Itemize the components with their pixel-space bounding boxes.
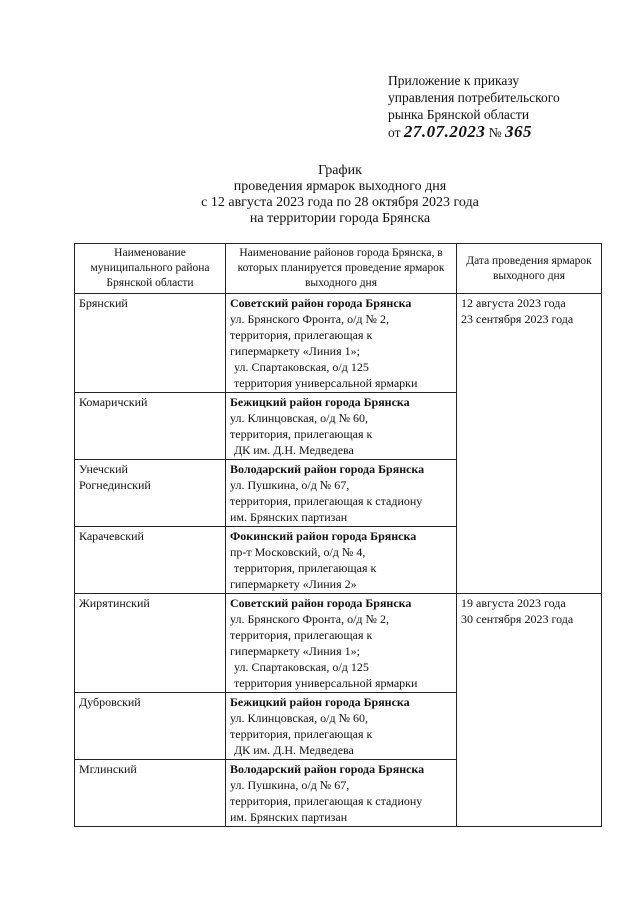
address-line: гипермаркету «Линия 1»;	[230, 344, 360, 358]
district-cell	[226, 594, 457, 693]
district-name: Володарский район города Брянска	[230, 762, 425, 776]
date-prefix: от	[388, 125, 401, 140]
dates-cell	[457, 294, 602, 594]
district-cell	[226, 527, 457, 594]
district-cell	[226, 393, 457, 460]
municipal-name: Рогнединский	[79, 478, 151, 492]
address-line: ул. Спартаковская, о/д 125	[234, 660, 369, 674]
address-line: ул. Пушкина, о/д № 67,	[230, 778, 350, 792]
municipal-cell: Мглинский	[75, 760, 226, 827]
district-cell	[226, 693, 457, 760]
address-line: территория, прилегающая к	[230, 628, 373, 642]
schedule-table	[74, 243, 602, 827]
table-header-row	[75, 244, 602, 294]
municipal-cell: Комаричский	[75, 393, 226, 460]
header-municipal: Наименование муниципального района Брянской области	[75, 244, 226, 294]
header-dates: Дата проведения ярмарок выходного дня	[457, 244, 602, 294]
address-line: территория универсальной ярмарки	[234, 376, 418, 390]
table-row	[75, 594, 602, 693]
address-line: ул. Клинцовская, о/д № 60,	[230, 411, 369, 425]
address-line: территория, прилегающая к	[230, 727, 373, 741]
address-line: ул. Клинцовская, о/д № 60,	[230, 711, 369, 725]
address-line: ул. Пушкина, о/д № 67,	[230, 478, 350, 492]
date-line: 23 сентября 2023 года	[461, 312, 574, 326]
table-row	[75, 294, 602, 393]
appendix-line: Приложение к приказу	[388, 73, 520, 88]
district-name: Советский район города Брянска	[230, 596, 412, 610]
district-cell	[226, 294, 457, 393]
address-line: территория универсальной ярмарки	[234, 676, 418, 690]
district-name: Володарский район города Брянска	[230, 462, 425, 476]
address-line: территория, прилегающая к	[230, 328, 373, 342]
municipal-cell: Жирятинский	[75, 594, 226, 693]
district-name: Советский район города Брянска	[230, 296, 412, 310]
handwritten-date: 27.07.2023	[403, 122, 486, 141]
district-name: Бежицкий район города Брянска	[230, 395, 410, 409]
appendix-line: рынка Брянской области	[388, 107, 530, 122]
address-line: им. Брянских партизан	[230, 510, 348, 524]
address-line: гипермаркету «Линия 1»;	[230, 644, 360, 658]
address-line: территория, прилегающая к	[234, 561, 377, 575]
address-line: ул. Спартаковская, о/д 125	[234, 360, 369, 374]
municipal-name: Унечский	[79, 462, 128, 476]
municipal-cell: Дубровский	[75, 693, 226, 760]
appendix-line: управления потребительского	[388, 90, 560, 105]
number-sign: №	[488, 125, 502, 140]
address-line: территория, прилегающая к стадиону	[230, 494, 423, 508]
appendix-block	[388, 72, 618, 141]
address-line: ДК им. Д.Н. Медведева	[234, 743, 354, 757]
handwritten-number: 365	[505, 122, 532, 141]
document-title	[120, 163, 560, 227]
title-line: График	[318, 163, 362, 178]
title-line: на территории города Брянска	[249, 211, 431, 226]
district-cell	[226, 760, 457, 827]
date-line: 30 сентября 2023 года	[461, 612, 574, 626]
title-line: проведения ярмарок выходного дня	[233, 179, 447, 194]
district-name: Фокинский район города Брянска	[230, 529, 417, 543]
district-cell	[226, 460, 457, 527]
address-line: ул. Брянского Фронта, о/д № 2,	[230, 312, 389, 326]
municipal-cell: Брянский	[75, 294, 226, 393]
title-line: с 12 августа 2023 года по 28 октября 2023 года	[201, 195, 479, 210]
address-line: гипермаркету «Линия 2»	[230, 577, 357, 591]
address-line: пр-т Московский, о/д № 4,	[230, 545, 366, 559]
municipal-cell: Карачевский	[75, 527, 226, 594]
header-districts: Наименование районов города Брянска, в которых планируется проведение ярмарок выходного дня	[226, 244, 457, 294]
address-line: территория, прилегающая к	[230, 427, 373, 441]
address-line: им. Брянских партизан	[230, 810, 348, 824]
dates-cell	[457, 594, 602, 827]
municipal-cell	[75, 460, 226, 527]
address-line: ул. Брянского Фронта, о/д № 2,	[230, 612, 389, 626]
district-name: Бежицкий район города Брянска	[230, 695, 410, 709]
address-line: ДК им. Д.Н. Медведева	[234, 443, 354, 457]
order-date-line	[388, 123, 618, 141]
date-line: 19 августа 2023 года	[461, 596, 566, 610]
date-line: 12 августа 2023 года	[461, 296, 566, 310]
address-line: территория, прилегающая к стадиону	[230, 794, 423, 808]
